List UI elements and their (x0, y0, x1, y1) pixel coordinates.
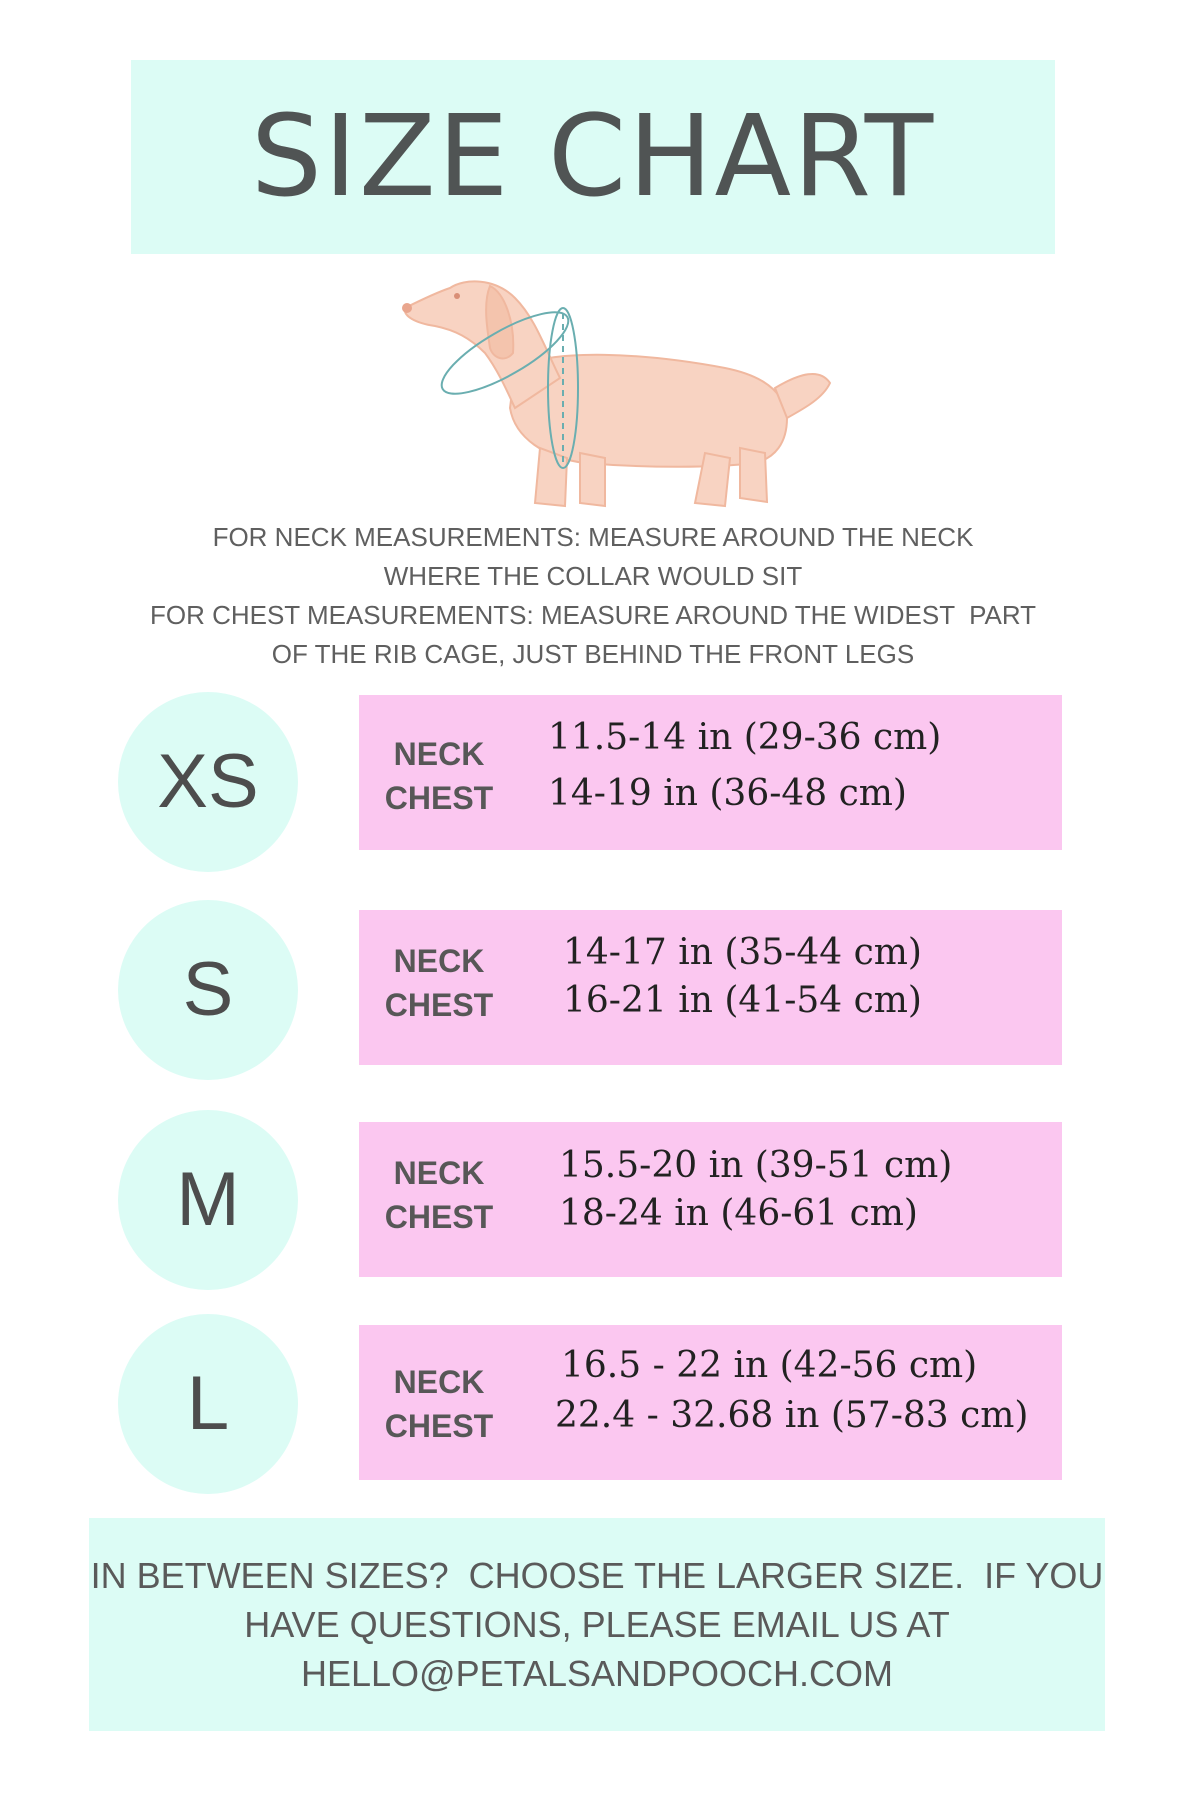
chest-label: CHEST (384, 1408, 494, 1444)
size-badge (118, 692, 298, 872)
size-row-l (0, 1314, 1200, 1494)
neck-label: NECK (393, 1364, 485, 1400)
size-badge (118, 1314, 298, 1494)
size-badge (118, 1110, 298, 1290)
size-measurements (359, 1122, 1062, 1277)
page-title: SIZE CHART (250, 92, 936, 222)
dachshund-illustration (395, 258, 835, 520)
chest-value: 18-24 in (46-61 cm) (559, 1193, 918, 1234)
size-label: L (186, 1361, 230, 1446)
instruction-line: FOR NECK MEASUREMENTS: MEASURE AROUND THE NECK (212, 522, 974, 552)
neck-value: 11.5-14 in (29-36 cm) (548, 717, 942, 758)
footer-line: HAVE QUESTIONS, PLEASE EMAIL US AT (244, 1604, 950, 1645)
size-badge (118, 900, 298, 1080)
chest-label: CHEST (384, 1199, 494, 1235)
size-label: XS (157, 739, 259, 824)
size-row-m (0, 1110, 1200, 1290)
chest-value: 14-19 in (36-48 cm) (548, 773, 907, 814)
size-measurements (359, 695, 1062, 850)
neck-label: NECK (393, 1155, 485, 1191)
neck-value: 15.5-20 in (39-51 cm) (559, 1145, 953, 1186)
footer-note (89, 1518, 1105, 1731)
neck-value: 16.5 - 22 in (42-56 cm) (561, 1345, 978, 1386)
footer-line: IN BETWEEN SIZES? CHOOSE THE LARGER SIZE. IF YOU (90, 1555, 1104, 1596)
size-row-s (0, 900, 1200, 1080)
contact-email: HELLO@PETALSANDPOOCH.COM (301, 1653, 893, 1694)
chest-label: CHEST (384, 780, 494, 816)
neck-label: NECK (393, 943, 485, 979)
size-measurements (359, 910, 1062, 1065)
instruction-line: FOR CHEST MEASUREMENTS: MEASURE AROUND THE WIDEST PART (149, 600, 1037, 630)
size-measurements (359, 1325, 1062, 1480)
size-row-xs (0, 692, 1200, 872)
chest-value: 16-21 in (41-54 cm) (563, 980, 922, 1021)
chest-label: CHEST (384, 987, 494, 1023)
title-banner (131, 60, 1055, 254)
chest-value: 22.4 - 32.68 in (57-83 cm) (555, 1395, 1029, 1436)
instruction-line: WHERE THE COLLAR WOULD SIT (383, 561, 803, 591)
size-label: M (176, 1157, 240, 1242)
neck-value: 14-17 in (35-44 cm) (563, 932, 922, 973)
neck-label: NECK (393, 736, 485, 772)
instruction-line: OF THE RIB CAGE, JUST BEHIND THE FRONT LEGS (271, 639, 915, 669)
size-label: S (182, 947, 234, 1032)
measurement-instructions (60, 518, 1126, 674)
